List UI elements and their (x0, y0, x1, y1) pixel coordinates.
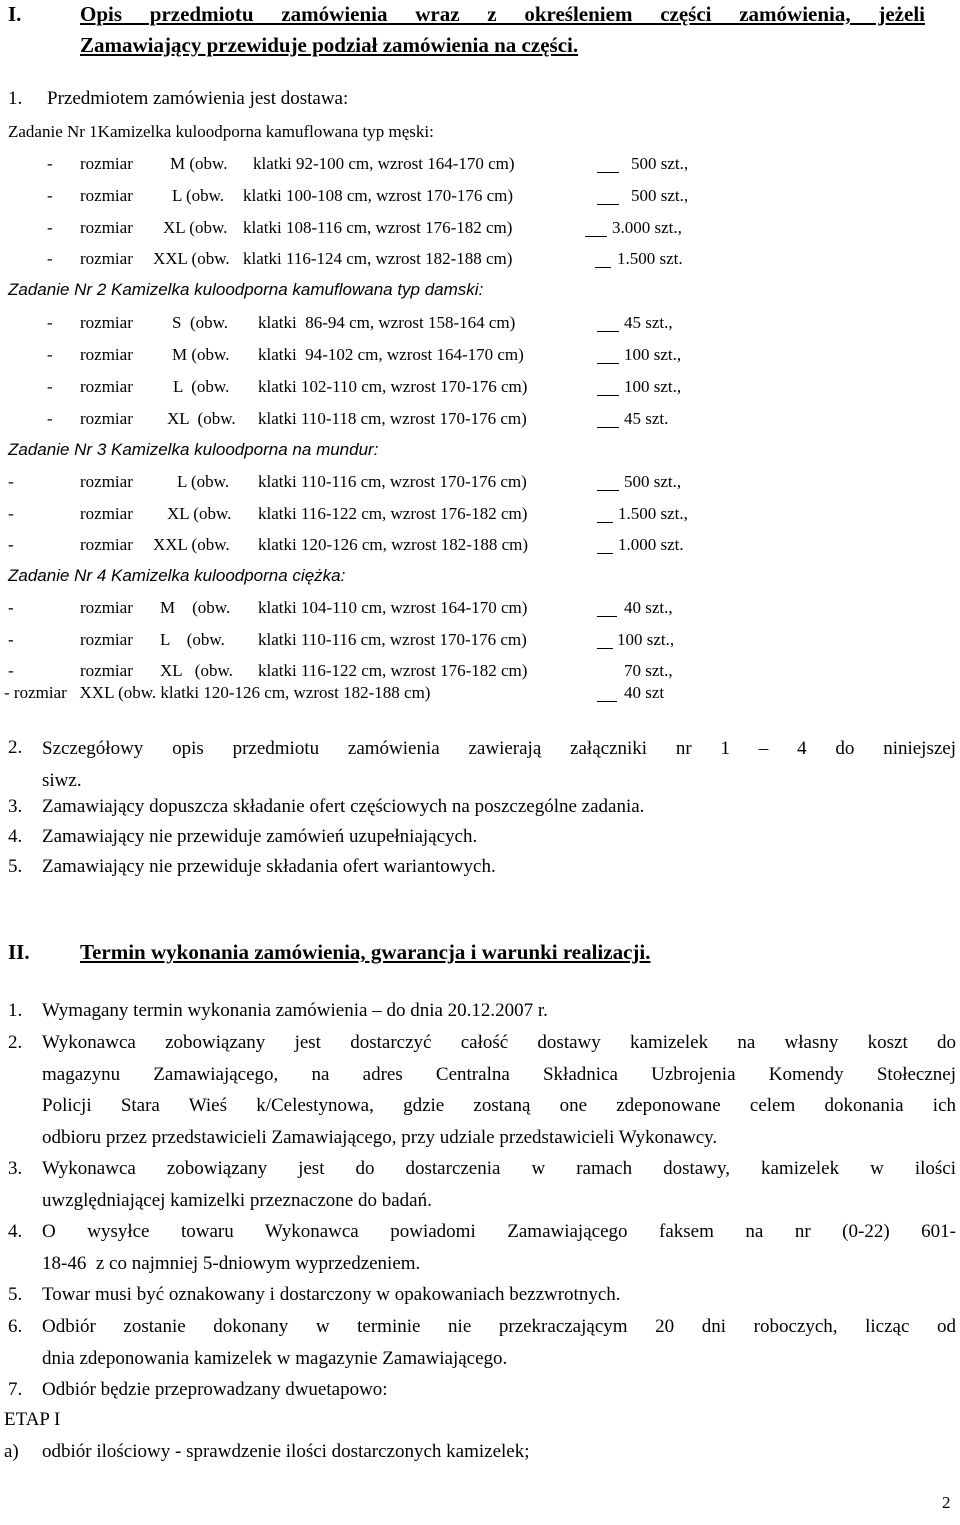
row-size: L (obw. (172, 186, 225, 205)
row-size: L (obw. (177, 472, 230, 491)
row-quantity: 100 szt., (624, 377, 682, 396)
item-text: odbiór ilościowy - sprawdzenie ilości dostarczonych kamizelek; (42, 1441, 530, 1462)
point-line: Szczegółowy opis przedmiotu zamówienia zawierają załączniki nr 1 – 4 do niniejszej (42, 738, 956, 759)
row-measure: klatki 116-122 cm, wzrost 176-182 cm) (258, 504, 528, 523)
point-line: odbioru przez przedstawicieli Zamawiającego, przy udziale przedstawicieli Wykonawcy. (42, 1126, 718, 1148)
row-dash: - (47, 345, 53, 364)
point-text: Wymagany termin wykonania zamówienia – do dnia 20.12.2007 r. (42, 1000, 548, 1021)
point-text: Odbiór będzie przeprowadzany dwuetapowo: (42, 1379, 388, 1400)
row-label: rozmiar (80, 249, 133, 268)
point-number: 2. (8, 737, 23, 758)
row-measure: klatki 110-118 cm, wzrost 170-176 cm) (258, 409, 527, 428)
row-measure: klatki 102-110 cm, wzrost 170-176 cm) (258, 377, 528, 396)
row-size: XL (obw. (167, 504, 232, 523)
point-number: 5. (8, 856, 23, 877)
row-leader-line (585, 236, 607, 237)
row-leader-line (597, 701, 617, 702)
section-2-numeral: II. (8, 940, 30, 964)
row-size: L (obw. (173, 377, 230, 396)
row-label: rozmiar (80, 535, 133, 554)
row-dash: - (47, 218, 53, 237)
row-quantity: 1.000 szt. (618, 535, 684, 554)
row-quantity: 40 szt., (624, 598, 673, 617)
row-leader-line (597, 331, 619, 332)
row-leader-line (597, 522, 613, 523)
row-label: rozmiar (80, 409, 133, 428)
row-measure: klatki 110-116 cm, wzrost 170-176 cm) (258, 630, 527, 649)
row-leader-line (595, 267, 611, 268)
point-number: 7. (8, 1379, 23, 1400)
row-dash: - (47, 186, 53, 205)
row-size: M (obw. (172, 345, 230, 364)
row-label: rozmiar (80, 377, 133, 396)
point-line: 18-46 z co najmniej 5-dniowym wyprzedzeniem. (42, 1252, 421, 1274)
row-measure: klatki 92-100 cm, wzrost 164-170 cm) (253, 154, 515, 173)
row-quantity: 100 szt., (617, 630, 675, 649)
row-label: rozmiar (80, 186, 133, 205)
row-label: rozmiar (80, 345, 133, 364)
row-measure: klatki 116-124 cm, wzrost 182-188 cm) (243, 249, 513, 268)
point-text (42, 1027, 956, 1153)
point-line: dnia zdeponowania kamizelek w magazynie Zamawiającego. (42, 1347, 508, 1369)
section-1-title-line-1: Opis przedmiotu zamówienia wraz z określeniem części zamówienia, jeżeli (80, 2, 925, 26)
row-quantity: 500 szt., (624, 472, 682, 491)
point-line: Wykonawca zobowiązany jest do dostarczenia w ramach dostawy, kamizelek w ilości (42, 1158, 956, 1179)
row-quantity: 1.500 szt., (618, 504, 688, 523)
section-1-numeral: I. (8, 2, 22, 26)
row-leader-line (597, 648, 613, 649)
task-4-heading: Zadanie Nr 4 Kamizelka kuloodporna ciężka: (8, 566, 346, 585)
point-number: 6. (8, 1316, 23, 1337)
row-text: - rozmiar XXL (obw. klatki 120-126 cm, wzrost 182-188 cm) (4, 683, 431, 702)
point-number: 4. (8, 826, 23, 847)
row-measure: klatki 108-116 cm, wzrost 176-182 cm) (243, 218, 513, 237)
row-dash: - (8, 598, 14, 617)
task-2-heading: Zadanie Nr 2 Kamizelka kuloodporna kamuflowana typ damski: (8, 280, 484, 299)
point-number: 1. (8, 1000, 23, 1021)
row-label: rozmiar (80, 154, 133, 173)
row-dash: - (47, 377, 53, 396)
row-dash: - (8, 630, 14, 649)
point-text: Zamawiający nie przewiduje składania ofert wariantowych. (42, 856, 496, 877)
section-2-title: Termin wykonania zamówienia, gwarancja i warunki realizacji. (80, 940, 651, 964)
row-quantity: 500 szt., (631, 186, 689, 205)
row-label: rozmiar (80, 218, 133, 237)
row-size: S (obw. (172, 313, 229, 332)
item-label: a) (4, 1441, 19, 1462)
point-text: Towar musi być oznakowany i dostarczony w opakowaniach bezzwrotnych. (42, 1284, 621, 1305)
row-label: rozmiar (80, 661, 133, 680)
row-dash: - (8, 661, 14, 680)
row-measure: klatki 100-108 cm, wzrost 170-176 cm) (243, 186, 514, 205)
row-leader-line (597, 363, 619, 364)
point-number: 3. (8, 1158, 23, 1179)
row-label: rozmiar (80, 598, 133, 617)
row-dash: - (8, 472, 14, 491)
item-1-text: Przedmiotem zamówienia jest dostawa: (47, 88, 349, 109)
point-line: siwz. (42, 769, 82, 791)
row-leader-line (597, 616, 617, 617)
row-quantity: 1.500 szt. (617, 249, 683, 268)
row-label: rozmiar (80, 630, 133, 649)
row-size: XL (obw. (163, 218, 228, 237)
row-dash: - (47, 154, 53, 173)
row-dash: - (47, 313, 53, 332)
row-leader-line (597, 204, 619, 205)
page-number: 2 (942, 1493, 951, 1512)
row-measure: klatki 120-126 cm, wzrost 182-188 cm) (258, 535, 529, 554)
point-text: Zamawiający nie przewiduje zamówień uzupełniających. (42, 826, 478, 847)
point-line: Odbiór zostanie dokonany w terminie nie przekraczającym 20 dni roboczych, licząc od (42, 1316, 956, 1337)
row-leader-line (597, 427, 619, 428)
row-dash: - (8, 535, 14, 554)
point-text (42, 1311, 956, 1374)
row-measure: klatki 116-122 cm, wzrost 176-182 cm) (258, 661, 528, 680)
row-size: XXL (obw. (153, 535, 230, 554)
point-text (42, 1153, 956, 1216)
row-size: L (obw. (160, 630, 225, 649)
point-number: 4. (8, 1221, 23, 1242)
row-dash: - (47, 249, 53, 268)
row-size: XL (obw. (160, 661, 233, 680)
row-leader-line (597, 395, 619, 396)
row-label: rozmiar (80, 504, 133, 523)
row-leader-line (597, 553, 613, 554)
row-quantity: 40 szt (624, 683, 665, 702)
point-line: magazynu Zamawiającego, na adres Centralna Składnica Uzbrojenia Komendy Stołecznej (42, 1063, 956, 1085)
row-leader-line (597, 172, 619, 173)
row-label: rozmiar (80, 472, 133, 491)
point-line: O wysyłce towaru Wykonawca powiadomi Zamawiającego faksem na nr (0-22) 601- (42, 1221, 956, 1242)
stage-heading: ETAP I (4, 1409, 61, 1430)
row-measure: klatki 104-110 cm, wzrost 164-170 cm) (258, 598, 528, 617)
row-quantity: 3.000 szt., (612, 218, 682, 237)
point-text (42, 1216, 956, 1279)
task-1-heading: Zadanie Nr 1Kamizelka kuloodporna kamuflowana typ męski: (8, 122, 434, 141)
row-quantity: 45 szt., (624, 313, 673, 332)
row-measure: klatki 86-94 cm, wzrost 158-164 cm) (258, 313, 516, 332)
point-line: uwzględniającej kamizelki przeznaczone do badań. (42, 1189, 432, 1211)
row-quantity: 70 szt., (624, 661, 673, 680)
task-3-heading: Zadanie Nr 3 Kamizelka kuloodporna na mundur: (8, 440, 379, 459)
point-number: 3. (8, 796, 23, 817)
row-dash: - (8, 504, 14, 523)
row-leader-line (597, 490, 619, 491)
row-measure: klatki 94-102 cm, wzrost 164-170 cm) (258, 345, 524, 364)
row-size: M (obw. (160, 598, 231, 617)
point-number: 2. (8, 1032, 23, 1053)
item-1-number: 1. (8, 88, 23, 109)
row-quantity: 45 szt. (624, 409, 669, 428)
row-label: rozmiar (80, 313, 133, 332)
point-number: 5. (8, 1284, 23, 1305)
section-1-title-line-2: Zamawiający przewiduje podział zamówienia na części. (80, 33, 579, 57)
point-line: Policji Stara Wieś k/Celestynowa, gdzie zostaną one zdeponowane celem dokonania ich (42, 1095, 956, 1116)
point-text: Zamawiający dopuszcza składanie ofert częściowych na poszczególne zadania. (42, 796, 645, 817)
point-text (42, 733, 956, 796)
row-size: XXL (obw. (153, 249, 230, 268)
row-size: M (obw. (170, 154, 228, 173)
row-size: XL (obw. (167, 409, 236, 428)
row-quantity: 100 szt., (624, 345, 682, 364)
row-quantity: 500 szt., (631, 154, 689, 173)
row-dash: - (47, 409, 53, 428)
row-measure: klatki 110-116 cm, wzrost 170-176 cm) (258, 472, 527, 491)
point-line: Wykonawca zobowiązany jest dostarczyć całość dostawy kamizelek na własny koszt do (42, 1032, 956, 1053)
